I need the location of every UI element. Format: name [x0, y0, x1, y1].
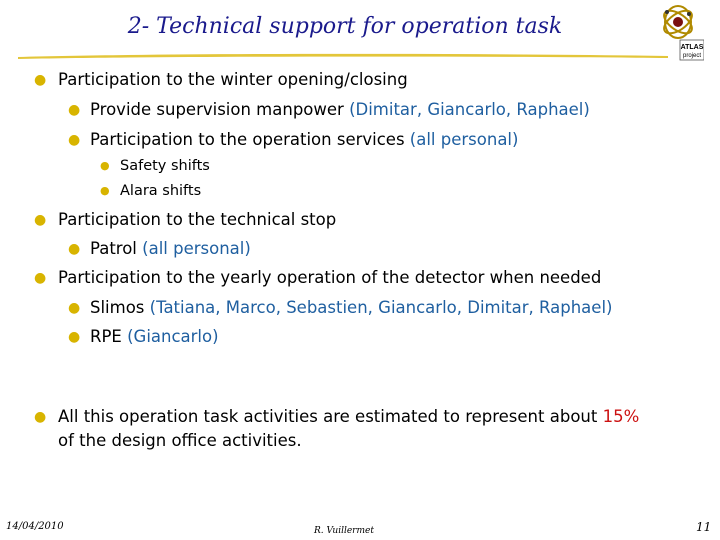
bullet-yearly-operation: ● Participation to the yearly operation of the detector when needed — [34, 268, 602, 287]
bullet-estimate-continuation: of the design office activities. — [58, 431, 302, 450]
footer-date: 14/04/2010 — [6, 521, 64, 532]
slide-title: 2- Technical support for operation task — [127, 14, 563, 39]
bullet-icon: ● — [68, 132, 81, 148]
bullet-icon: ● — [68, 300, 81, 316]
bullet-icon: ● — [68, 102, 81, 118]
bullet-icon: ● — [100, 159, 110, 172]
bullet-estimate: ● All this operation task activities are estimated to represent about 15% — [34, 407, 640, 426]
sub-bullet-rpe: ● RPE (Giancarlo) — [68, 327, 219, 346]
sub-sub-bullet-alara: ● Alara shifts — [100, 183, 202, 199]
page-number: 11 — [696, 520, 712, 534]
bullet-icon: ● — [68, 241, 81, 257]
bullet-icon: ● — [34, 212, 47, 228]
bullet-icon: ● — [68, 329, 81, 345]
bullet-icon: ● — [34, 409, 47, 425]
bullet-icon: ● — [34, 72, 47, 88]
footer-author: R. Vuillermet — [314, 526, 374, 536]
sub-sub-bullet-safety: ● Safety shifts — [100, 158, 210, 174]
bullet-icon: ● — [100, 184, 110, 197]
sub-bullet-operation-services: ● Participation to the operation services (all personal) — [68, 130, 519, 149]
bullet-icon: ● — [34, 270, 47, 286]
sub-bullet-slimos: ● Slimos (Tatiana, Marco, Sebastien, Giancarlo, Dimitar, Raphael) — [68, 298, 613, 317]
svg-text:ATLAS: ATLAS — [680, 44, 704, 51]
bullet-winter-opening: ● Participation to the winter opening/closing — [34, 70, 408, 89]
svg-text:project: project — [682, 53, 702, 59]
atlas-logo-icon — [654, 2, 704, 64]
bullet-technical-stop: ● Participation to the technical stop — [34, 210, 337, 229]
sub-bullet-patrol: ● Patrol (all personal) — [68, 239, 251, 258]
title-underline — [18, 50, 668, 62]
sub-bullet-supervision: ● Provide supervision manpower (Dimitar, Giancarlo, Raphael) — [68, 100, 590, 119]
